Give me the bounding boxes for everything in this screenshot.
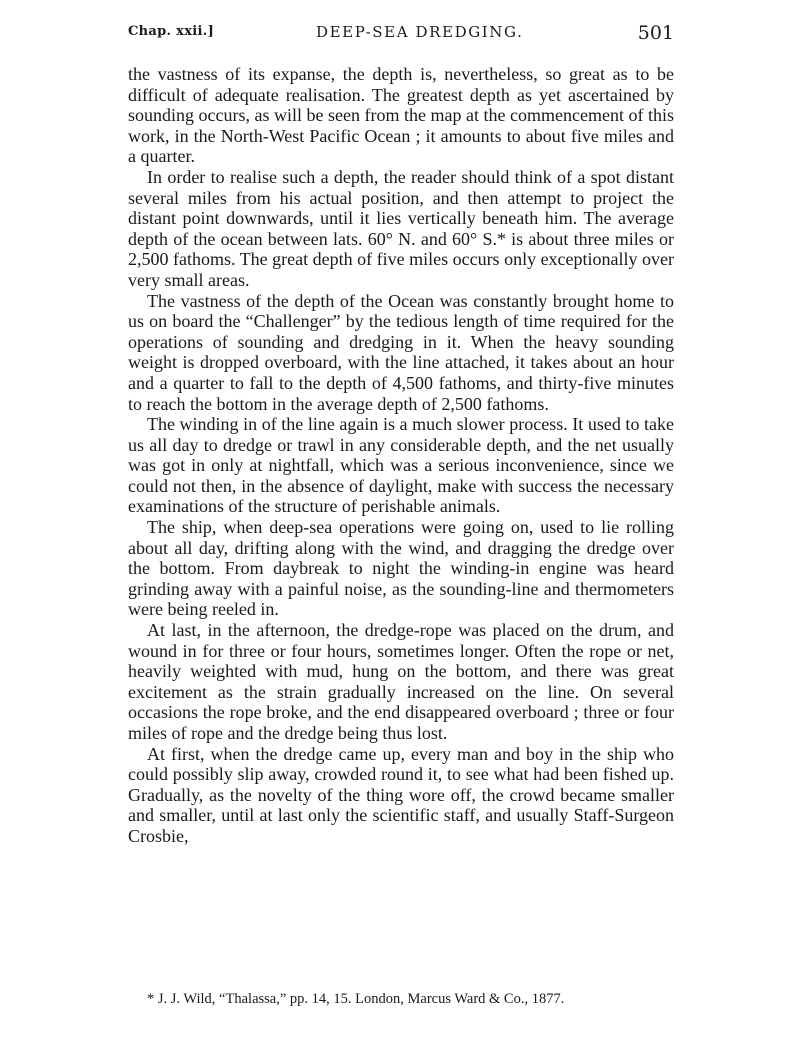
- paragraph: the vastness of its expanse, the depth is, nevertheless, so great as to be difficult of adequate realisation. The greatest depth as yet ascertained by sounding occurs, as will be seen from the map at the commencement of this work, in the North-West Pacific Ocean ; it amounts to about five miles and a quarter.: [128, 64, 674, 167]
- paragraph: At last, in the afternoon, the dredge-rope was placed on the drum, and wound in for three or four hours, sometimes longer. Often the rope or net, heavily weighted with mud, hung on the bottom, and there was great excitement as the strain gradually increased on the line. On several occasions the rope broke, and the end disappeared overboard ; three or four miles of rope and the dredge being thus lost.: [128, 620, 674, 743]
- paragraph: In order to realise such a depth, the reader should think of a spot distant several miles from his actual position, and then attempt to project the distant point downwards, until it lies vertically beneath him. The average depth of the ocean between lats. 60° N. and 60° S.* is about three miles or 2,500 fathoms. The great depth of five miles occurs only exceptionally over very small areas.: [128, 166, 675, 290]
- paragraph: The ship, when deep-sea operations were going on, used to lie rolling about all day, drifting along with the wind, and dragging the dredge over the bottom. From daybreak to night the winding-in engine was heard grinding away with a painful noise, as the sounding-line and thermometers were being reeled in.: [128, 517, 674, 620]
- chapter-reference: Chap. xxii.]: [128, 24, 215, 39]
- paragraph: At first, when the dredge came up, every man and boy in the ship who could possibly slip away, crowded round it, to see what had been fished up. Gradually, as the novelty of the thing wore off, the crowd became smaller and smaller, until at last only the scientific staff, and usually Staff-Surgeon Crosbie,: [128, 743, 674, 846]
- page-number: 501: [637, 22, 674, 44]
- paragraph: The winding in of the line again is a much slower process. It used to take us all day to dredge or trawl in any considerable depth, and the net usually was got in only at nightfall, which was a serious inconvenience, since we could not then, in the absence of daylight, make with success the necessary examinations of the structure of perishable animals.: [128, 414, 674, 517]
- footnote: * J. J. Wild, “Thalassa,” pp. 14, 15. London, Marcus Ward & Co., 1877.: [147, 991, 565, 1007]
- running-title: DEEP-SEA DREDGING.: [316, 23, 524, 41]
- paragraph: The vastness of the depth of the Ocean was constantly brought home to us on board the “Challenger” by the tedious length of time required for the operations of sounding and dredging in it. When the heavy sounding weight is dropped overboard, with the line attached, it takes about an hour and a quarter to fall to the depth of 4,500 fathoms, and thirty-five minutes to reach the bottom in the average depth of 2,500 fathoms.: [128, 290, 674, 414]
- body-text: [128, 64, 674, 847]
- running-head: [128, 18, 674, 48]
